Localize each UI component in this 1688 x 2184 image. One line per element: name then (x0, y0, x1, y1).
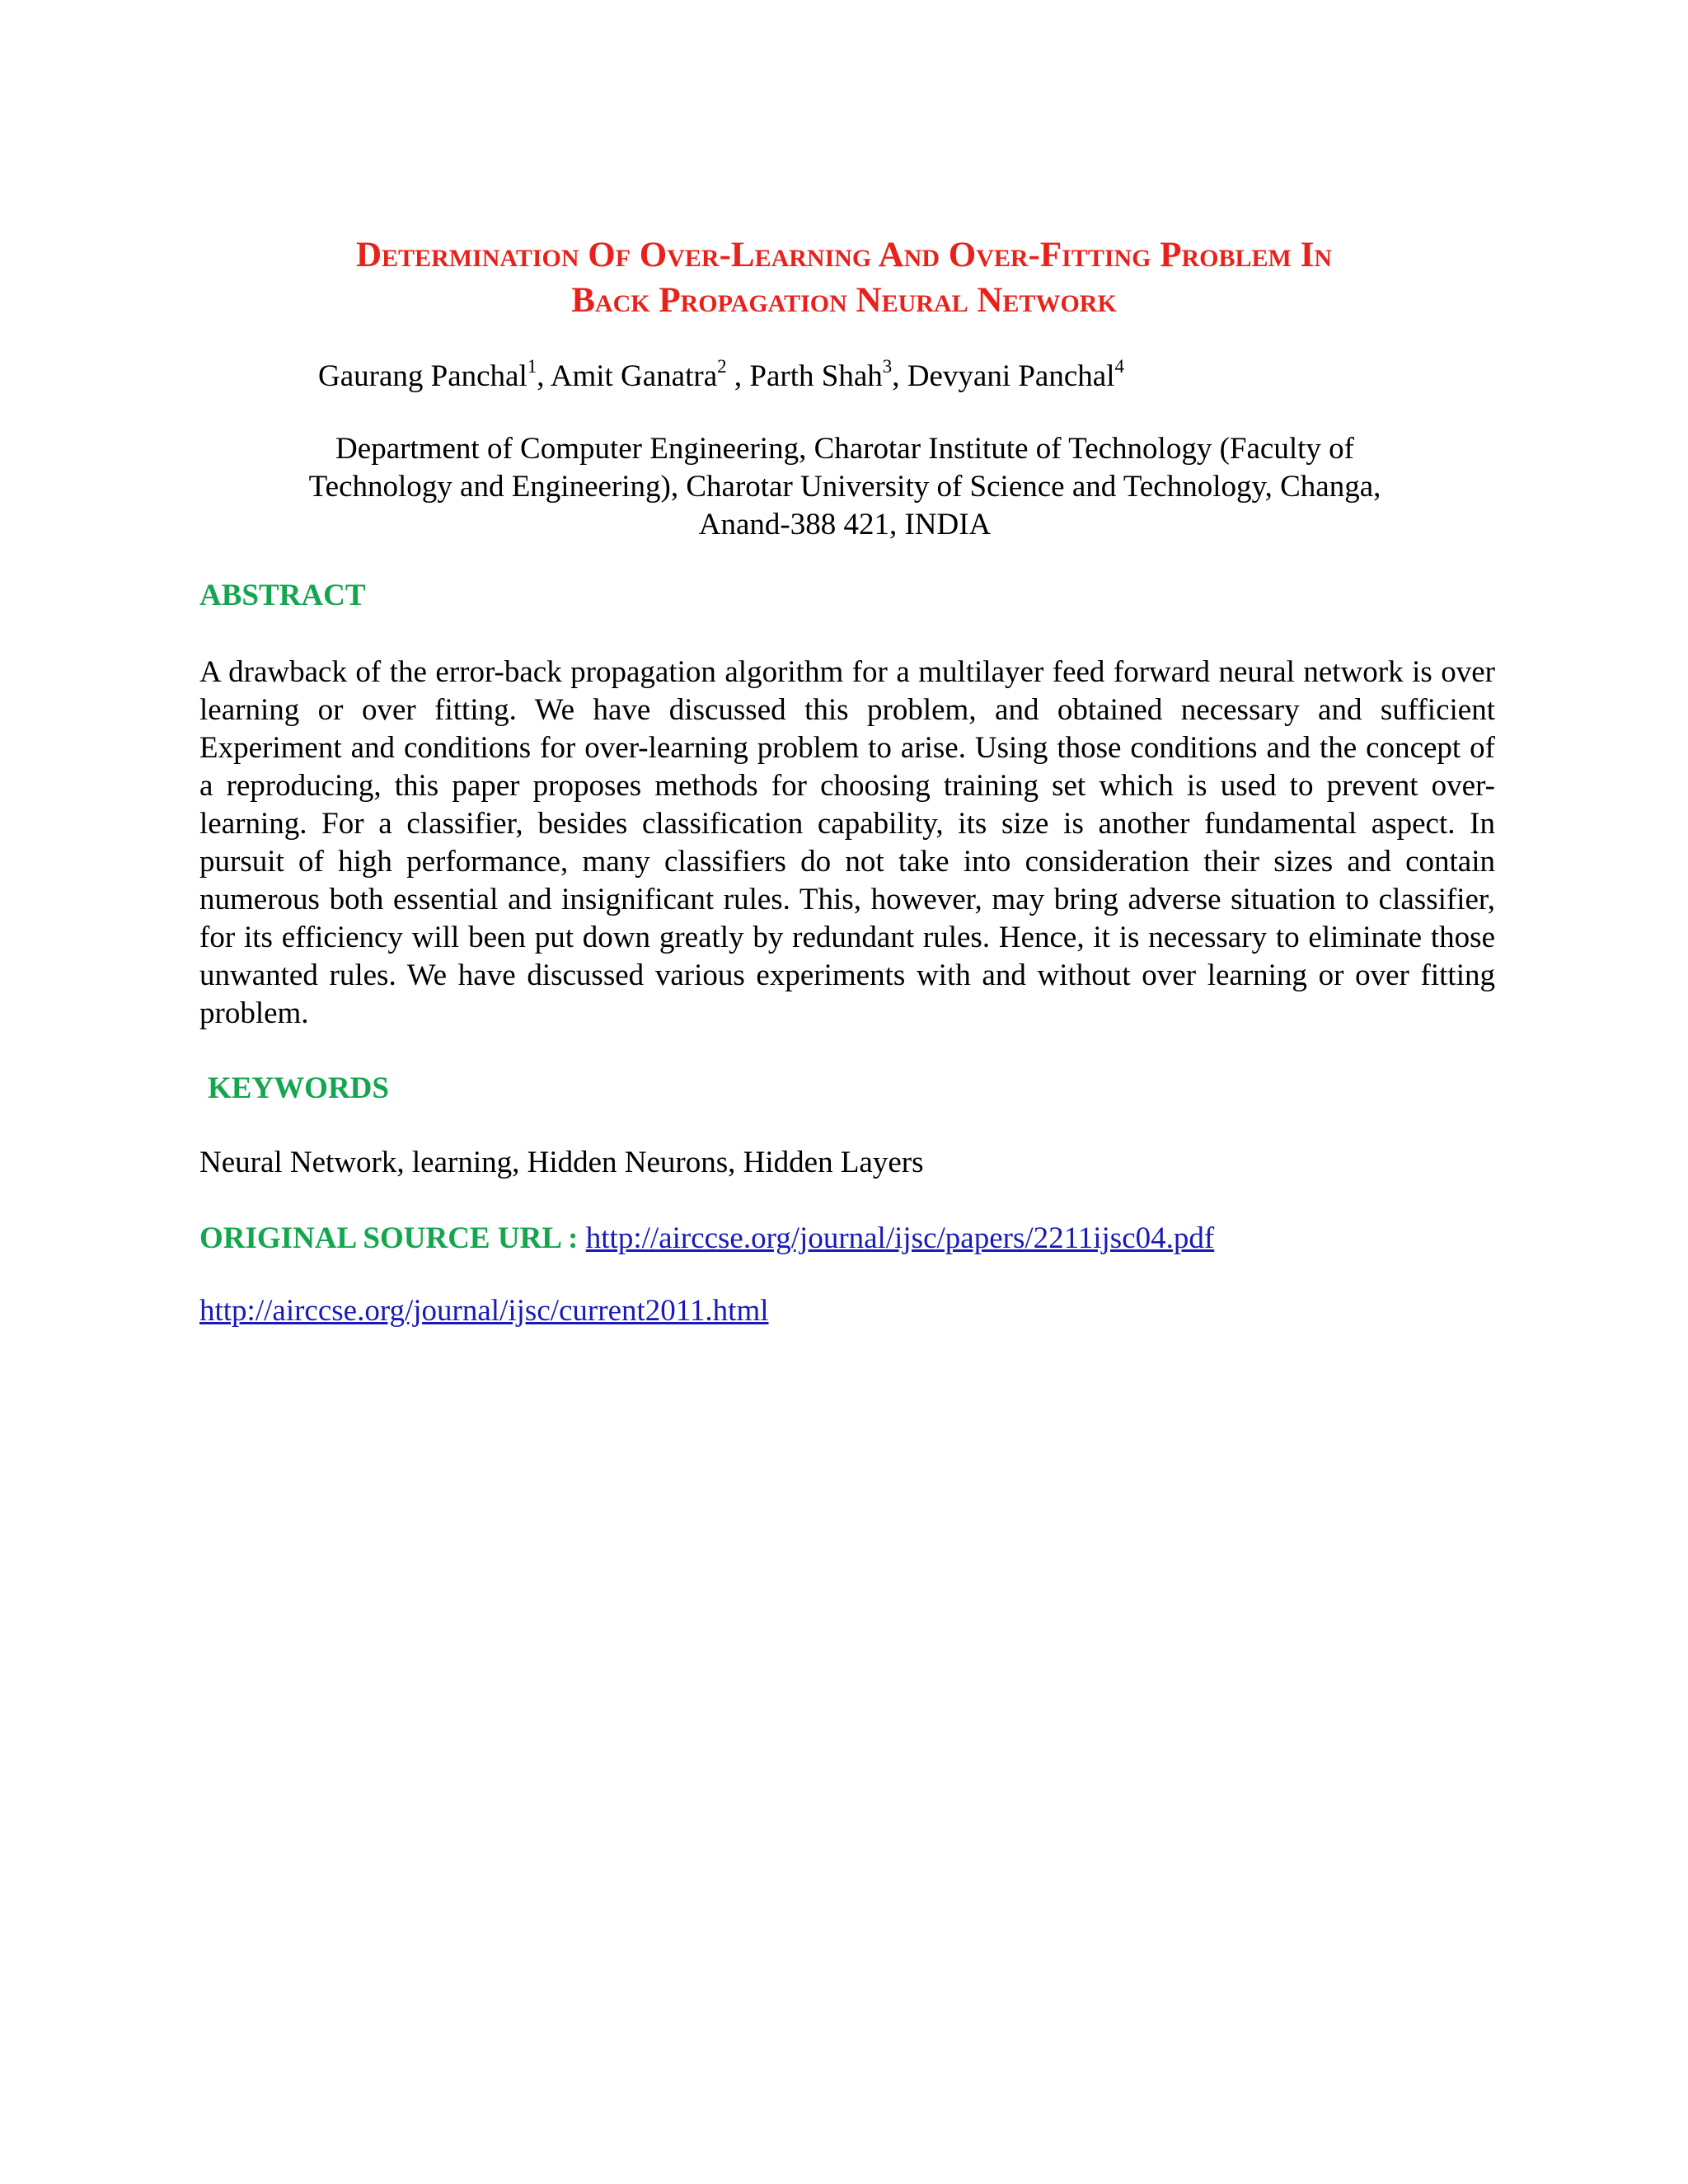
author-list (318, 356, 1554, 397)
author-name: Gaurang Panchal (318, 359, 528, 393)
author-affiliation-marker: 4 (1114, 355, 1124, 377)
source-url-link-issue[interactable]: http://airccse.org/journal/ijsc/current2011.html (199, 1294, 769, 1328)
author-name: Devyani Panchal (907, 359, 1115, 393)
keywords-heading: KEYWORDS (208, 1071, 389, 1105)
source-url-link-pdf[interactable]: http://airccse.org/journal/ijsc/papers/2211ijsc04.pdf (585, 1221, 1215, 1255)
author-name: Parth Shah (749, 359, 883, 393)
source-url-line-2 (199, 1292, 769, 1330)
title-line-2: Back Propagation Neural Network (571, 281, 1117, 320)
author-separator: , (537, 359, 551, 393)
author-affiliation (214, 430, 1475, 544)
abstract-text: A drawback of the error-back propagation algorithm for a multilayer feed forward neural network is over learning or over fitting. We have discussed this problem, and obtained necessary and sufficient Experiment and conditions for over-learning problem to arise. Using those conditions and the concept of a reproducing, this paper proposes methods for choosing training set which is used to prevent over-learning. For a classifier, besides classification capability, its size is another fundamental aspect. In pursuit of high performance, many classifiers do not take into consideration their sizes and contain numerous both essential and insignificant rules. This, however, may bring adverse situation to classifier, for its efficiency will been put down greatly by redundant rules. Hence, it is necessary to eliminate those unwanted rules. We have discussed various experiments with and without over learning or over fitting problem. (199, 655, 1495, 1030)
paper-title (132, 232, 1556, 323)
author-affiliation-marker: 1 (527, 355, 537, 377)
affiliation-line-1: Department of Computer Engineering, Charotar Institute of Technology (Faculty of (335, 432, 1354, 466)
keywords-text: Neural Network, learning, Hidden Neurons, Hidden Layers (199, 1146, 924, 1179)
source-url-label: ORIGINAL SOURCE URL : (199, 1221, 579, 1255)
affiliation-line-3: Anand-388 421, INDIA (698, 508, 992, 541)
author-separator: , (726, 359, 750, 393)
author-separator: , (892, 359, 907, 393)
abstract-heading: ABSTRACT (199, 579, 366, 612)
title-line-1: Determination Of Over-Learning And Over-Fitting Problem In (355, 236, 1333, 274)
affiliation-line-2: Technology and Engineering), Charotar University of Science and Technology, Changa, (308, 470, 1381, 504)
author-affiliation-marker: 3 (882, 355, 893, 377)
author-name: Amit Ganatra (550, 359, 718, 393)
author-affiliation-marker: 2 (717, 355, 727, 377)
source-url-line (199, 1220, 1518, 1258)
